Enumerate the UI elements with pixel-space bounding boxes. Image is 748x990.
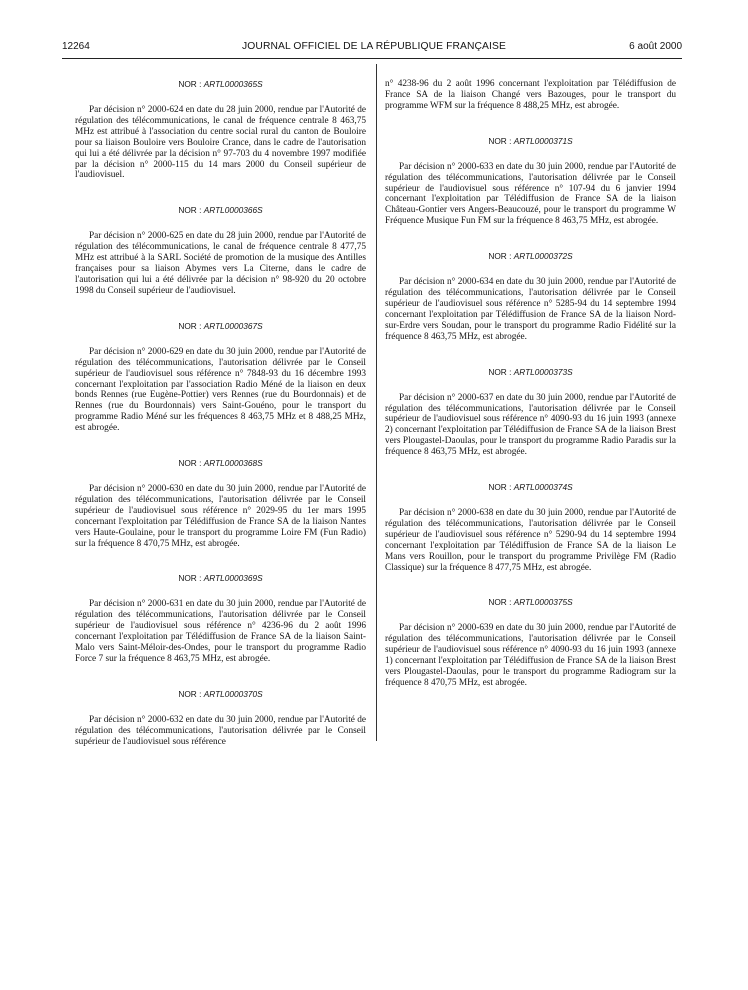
nor-reference bbox=[75, 79, 366, 90]
nor-label: NOR : bbox=[488, 366, 512, 377]
nor-reference bbox=[75, 458, 366, 469]
nor-label: NOR : bbox=[488, 597, 512, 608]
column-divider bbox=[376, 64, 377, 741]
nor-code: ARTL0000367S bbox=[203, 320, 263, 331]
decision-text: Par décision n° 2000-637 en date du 30 juin 2000, rendue par l'Autorité de régulation des télécommunications, l'autorisation délivrée par le Conseil supérieur de l'audiovisuel sous référence n° 4090-93 du 16 juin 1993 (annexe 2) concernant l'exploitation par Télédiffusion de France SA de la liaison Brest vers Plougastel-Daoulas, pour le transport du programme Radio Paradis sur la fréquence 8 463,75 MHz, est abrogée. bbox=[385, 392, 677, 458]
nor-code: ARTL0000375S bbox=[513, 597, 573, 608]
decision-text: Par décision n° 2000-634 en date du 30 juin 2000, rendue par l'Autorité de régulation des télécommunications, l'autorisation délivrée par le Conseil supérieur de l'audiovisuel sous référence n° 5285-94 du 14 septembre 1994 concernant l'exploitation par Télédiffusion de France SA de la liaison Nord-sur-Erdre vers Soudan, pour le transport du programme Radio Fidélité sur la fréquence 8 463,75 MHz, est abrogée. bbox=[385, 277, 677, 342]
page-header bbox=[0, 41, 748, 55]
decision-text: Par décision n° 2000-625 en date du 28 juin 2000, rendue par l'Autorité de régulation des télécommunications, le canal de fréquence centrale 8 477,75 MHz est attribué à la SARL Société de promotion de la musique des Antilles françaises pour sa liaison Abymes vers La Citerne, dans le cadre de l'autorisation qui lui a été délivrée par la décision n° 98-920 du 20 octobre 1998 du Conseil supérieur de l'audiovisuel. bbox=[75, 231, 367, 296]
nor-reference bbox=[75, 689, 366, 700]
continued-decision-text: n° 4238-96 du 2 août 1996 concernant l'exploitation par Télédiffusion de France SA de la liaison Changé vers Bazouges, pour le transport du programme WFM sur la fréquence 8 488,25 MHz, est abrogée. bbox=[385, 79, 676, 111]
nor-label: NOR : bbox=[488, 482, 512, 493]
right-column bbox=[385, 79, 676, 689]
decision-text: Par décision n° 2000-631 en date du 30 juin 2000, rendue par l'Autorité de régulation des télécommunications, l'autorisation délivrée par le Conseil supérieur de l'audiovisuel sous référence n° 4236-96 du 2 août 1996 concernant l'exploitation par Télédiffusion de France SA de la liaison Saint-Malo vers Saint-Méloir-des-Ondes, pour le transport du programme Radio Force 7 sur la fréquence 8 463,75 MHz, est abrogée. bbox=[75, 599, 367, 664]
journal-title: JOURNAL OFFICIEL DE LA RÉPUBLIQUE FRANÇAISE bbox=[242, 41, 506, 52]
nor-code: ARTL0000370S bbox=[203, 688, 263, 699]
decision-text: Par décision n° 2000-638 en date du 30 juin 2000, rendue par l'Autorité de régulation des télécommunications, l'autorisation délivrée par le Conseil supérieur de l'audiovisuel sous référence n° 5290-94 du 14 septembre 1994 concernant l'exploitation par Télédiffusion de France SA de la liaison Le Mans vers Rouillon, pour le transport du programme Privilège FM (Radio Classique) sur la fréquence 8 477,75 MHz, est abrogée. bbox=[385, 508, 677, 573]
header-rule bbox=[62, 58, 682, 59]
decision-text: Par décision n° 2000-624 en date du 28 juin 2000, rendue par l'Autorité de régulation des télécommunications, le canal de fréquence centrale 8 463,75 MHz est attribué à l'association du centre social rural du canton de Bouloire pour sa liaison Bouloire vers Bouloire Crance, dans le cadre de l'autorisation qui lui a été délivrée par la décision n° 97-703 du 4 novembre 1997 modifiée par la décision n° 2000-115 du 14 mars 2000 du Conseil supérieur de l'audiovisuel. bbox=[75, 105, 367, 181]
decision-text: Par décision n° 2000-630 en date du 30 juin 2000, rendue par l'Autorité de régulation des télécommunications, l'autorisation délivrée par le Conseil supérieur de l'audiovisuel sous référence n° 2029-95 du 1er mars 1995 concernant l'exploitation par Télédiffusion de France SA de la liaison Nantes vers Haute-Goulaine, pour le transport du programme Loire FM (Fun Radio) sur la fréquence 8 470,75 MHz, est abrogée. bbox=[75, 484, 367, 549]
nor-label: NOR : bbox=[178, 320, 202, 331]
nor-label: NOR : bbox=[178, 79, 202, 89]
page-number: 12264 bbox=[62, 41, 90, 52]
left-column bbox=[75, 79, 366, 748]
nor-code: ARTL0000373S bbox=[513, 366, 573, 377]
publication-date: 6 août 2000 bbox=[629, 41, 682, 52]
nor-reference bbox=[385, 367, 676, 378]
nor-label: NOR : bbox=[488, 135, 512, 146]
nor-reference bbox=[385, 482, 676, 493]
decision-text: Par décision n° 2000-633 en date du 30 juin 2000, rendue par l'Autorité de régulation des télécommunications, l'autorisation délivrée par le Conseil supérieur de l'audiovisuel sous référence n° 107-94 du 6 janvier 1994 concernant l'exploitation par Télédiffusion de France SA de la liaison Château-Gontier vers Angers-Beaucouzé, pour le transport du programme W Fréquence Musique Fun FM sur la fréquence 8 463,75 MHz, est abrogée. bbox=[385, 161, 677, 227]
nor-reference bbox=[385, 136, 676, 147]
nor-label: NOR : bbox=[178, 458, 202, 469]
decision-text: Par décision n° 2000-639 en date du 30 juin 2000, rendue par l'Autorité de régulation des télécommunications, l'autorisation délivrée par le Conseil supérieur de l'audiovisuel sous référence n° 4090-93 du 16 juin 1993 (annexe 1) concernant l'exploitation par Télédiffusion de France SA de la liaison Brest vers Plougastel-Daoulas, pour le transport du programme Radiogram sur la fréquence 8 470,75 MHz, est abrogée. bbox=[385, 623, 677, 688]
nor-code: ARTL0000372S bbox=[513, 251, 573, 262]
nor-code: ARTL0000368S bbox=[203, 458, 263, 469]
nor-reference bbox=[75, 321, 366, 332]
decision-text: Par décision n° 2000-632 en date du 30 juin 2000, rendue par l'Autorité de régulation des télécommunications, l'autorisation délivrée par le Conseil supérieur de l'audiovisuel sous référence bbox=[75, 714, 367, 747]
nor-code: ARTL0000366S bbox=[203, 205, 263, 216]
nor-reference bbox=[385, 251, 676, 262]
nor-code: ARTL0000371S bbox=[513, 135, 573, 146]
nor-code: ARTL0000374S bbox=[513, 482, 573, 493]
nor-label: NOR : bbox=[178, 688, 202, 699]
nor-reference bbox=[75, 573, 366, 584]
nor-label: NOR : bbox=[488, 251, 512, 262]
nor-label: NOR : bbox=[178, 205, 202, 216]
nor-code: ARTL0000369S bbox=[203, 573, 263, 584]
nor-code: ARTL0000365S bbox=[203, 79, 263, 89]
nor-reference bbox=[385, 597, 676, 608]
decision-text: Par décision n° 2000-629 en date du 30 juin 2000, rendue par l'Autorité de régulation des télécommunications, l'autorisation délivrée par le Conseil supérieur de l'audiovisuel sous référence n° 7848-93 du 16 décembre 1993 concernant l'exploitation par l'association Radio Méné de la liaison en deux bonds Rennes (rue Eugène-Pottier) vers Rennes (rue du Bourdonnais) et de Rennes (rue du Bourdonnais) vers Saint-Gouéno, pour le transport du programme Radio Méné sur les fréquences 8 463,75 MHz et 8 488,25 MHz, est abrogée. bbox=[75, 346, 367, 434]
nor-reference bbox=[75, 205, 366, 216]
nor-label: NOR : bbox=[178, 573, 202, 584]
